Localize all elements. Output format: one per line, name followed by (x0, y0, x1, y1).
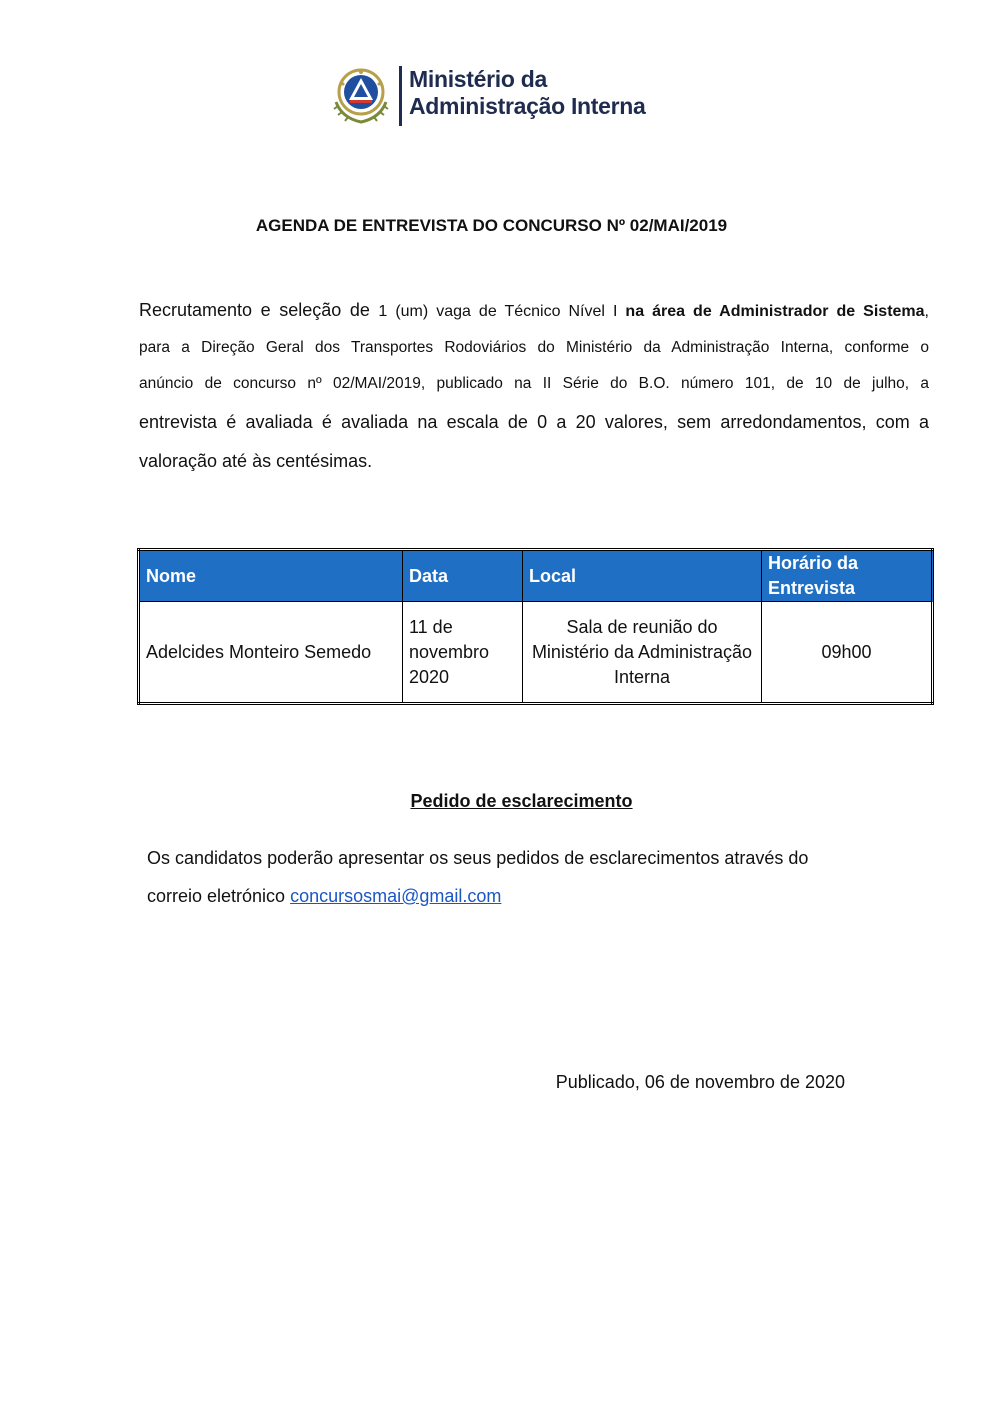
intro-line-4: entrevista é avaliada é avaliada na escala de 0 a 20 valores, sem arredondamentos, com a (139, 412, 929, 432)
org-name-line2: Administração Interna (409, 93, 646, 119)
clarification-text (147, 839, 907, 915)
intro-paragraph (139, 292, 929, 480)
clarification-line-2: correio eletrónico (147, 886, 291, 906)
header-horario: Horário da Entrevista (762, 550, 933, 602)
header-nome: Nome (139, 550, 403, 602)
intro-line-3: anúncio de concurso nº 02/MAI/2019, publicado na II Série do B.O. número 101, de 10 de julho, a (139, 375, 929, 392)
published-date: Publicado, 06 de novembro de 2020 (555, 1072, 845, 1092)
clarification-line-1: Os candidatos poderão apresentar os seus pedidos de esclarecimentos através do (147, 848, 809, 868)
cell-local: Sala de reunião do Ministério da Administração Interna (523, 602, 762, 704)
intro-line-1: Recrutamento e seleção de 1 (um) vaga de Técnico Nível I na área de Administrador de Sistema, (139, 300, 929, 320)
intro-line-2: para a Direção Geral dos Transportes Rodoviários do Ministério da Administração Interna, conforme o (139, 339, 929, 356)
logo-divider (399, 66, 402, 126)
header-local: Local (523, 550, 762, 602)
document-title: AGENDA DE ENTREVISTA DO CONCURSO Nº 02/MAI/2019 (255, 216, 728, 235)
email-link[interactable]: concursosmai@gmail.com (290, 886, 502, 906)
ministry-logo (328, 62, 658, 132)
national-seal-icon (328, 62, 394, 128)
table-header-row (139, 550, 933, 602)
clarification-title: Pedido de esclarecimento (410, 791, 633, 811)
intro-line-5: valoração até às centésimas. (139, 451, 373, 471)
cell-horario: 09h00 (762, 602, 933, 704)
cell-data: 11 de novembro 2020 (403, 602, 523, 704)
org-name-line1: Ministério da (409, 66, 547, 92)
header-data: Data (403, 550, 523, 602)
cell-nome: Adelcides Monteiro Semedo (139, 602, 403, 704)
interview-schedule-table (137, 548, 934, 705)
table-row (139, 602, 933, 704)
